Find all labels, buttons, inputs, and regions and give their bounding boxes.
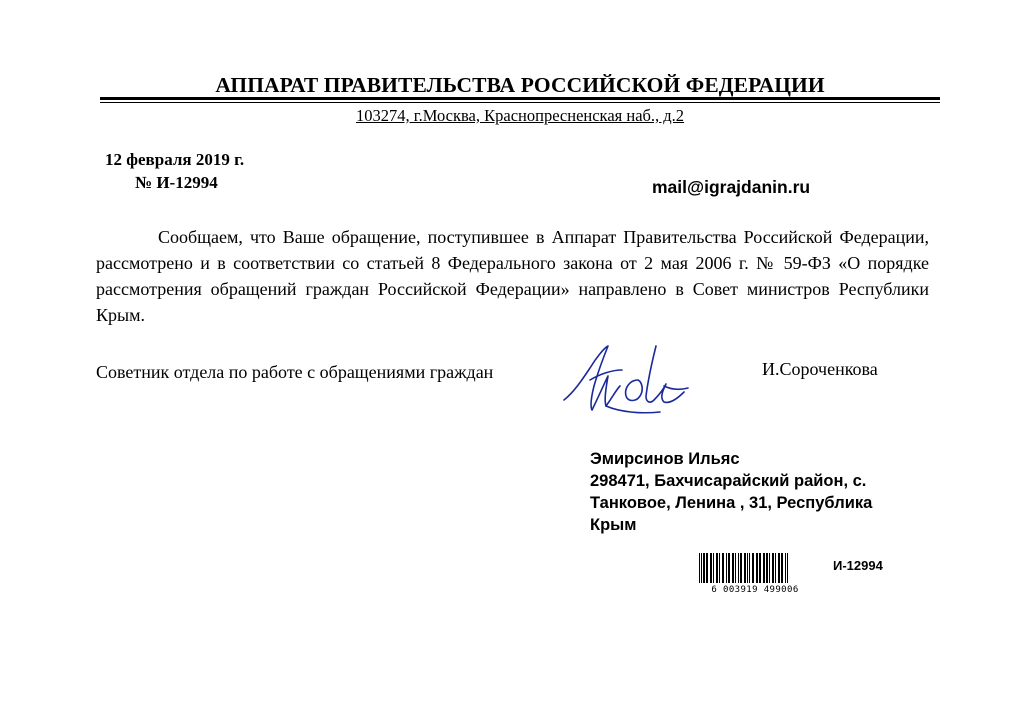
barcode-bar: [735, 553, 736, 583]
barcode-bar: [710, 553, 712, 583]
barcode-bar: [772, 553, 774, 583]
recipient-address-line: Танковое, Ленина , 31, Республика: [590, 494, 873, 512]
letter-number: № И-12994: [135, 173, 218, 192]
recipient-name: Эмирсинов Ильяс: [590, 450, 740, 468]
barcode-bar: [787, 553, 788, 583]
barcode-bar: [749, 553, 750, 583]
header-rule-thin: [100, 102, 940, 103]
barcode-bar: [716, 553, 718, 583]
signer-position: Советник отдела по работе с обращениями граждан: [96, 362, 494, 382]
recipient-address-line: Крым: [590, 516, 637, 534]
organization-address: 103274, г.Москва, Краснопресненская наб., д.2: [355, 106, 685, 125]
organization-title: АППАРАТ ПРАВИТЕЛЬСТВА РОССИЙСКОЙ ФЕДЕРАЦИИ: [215, 73, 825, 97]
barcode-bar: [699, 553, 700, 583]
barcode-bar: [744, 553, 746, 583]
barcode-bar: [769, 553, 770, 583]
barcode-bars: [697, 553, 813, 587]
barcode-bar: [740, 553, 742, 583]
barcode-digits: 6 003919 499006: [711, 585, 799, 595]
recipient-email: mail@igrajdanin.ru: [652, 177, 811, 197]
barcode-bar: [728, 553, 730, 583]
letter-body: [96, 224, 929, 328]
recipient-address-line: 298471, Бахчисарайский район, с.: [590, 472, 867, 490]
barcode-bar: [722, 553, 724, 583]
barcode-bar: [732, 553, 734, 583]
barcode-bar: [778, 553, 780, 583]
barcode-bar: [763, 553, 765, 583]
barcode-bar: [719, 553, 720, 583]
barcode-bar: [759, 553, 761, 583]
barcode-bar: [781, 553, 783, 583]
barcode-bar: [752, 553, 754, 583]
letter-date: 12 февраля 2019 г.: [105, 150, 245, 169]
barcode-bar: [785, 553, 786, 583]
barcode-bar: [747, 553, 748, 583]
barcode-bar: [766, 553, 768, 583]
letter-body-text: Сообщаем, что Ваше обращение, поступившее в Аппарат Правительства Российской Федерации, рассмотрено и в соответствии со статьей 8 Федерального закона от 2 мая 2006 г. № 59-ФЗ «О порядке рассмотрения обращений граждан Российской Федерации» направлено в Совет министров Республики Крым.: [96, 227, 929, 325]
barcode-id: И-12994: [833, 558, 883, 573]
barcode-bar: [713, 553, 714, 583]
barcode-bar: [726, 553, 727, 583]
header-rule-thick: [100, 97, 940, 100]
barcode-bar: [701, 553, 702, 583]
barcode-bar: [706, 553, 708, 583]
signer-name: И.Сороченкова: [762, 359, 878, 379]
barcode-bar: [738, 553, 739, 583]
barcode-bar: [775, 553, 776, 583]
handwritten-signature: [560, 340, 700, 430]
barcode-bar: [703, 553, 705, 583]
recipient-block: [590, 448, 930, 536]
barcode-bar: [756, 553, 758, 583]
